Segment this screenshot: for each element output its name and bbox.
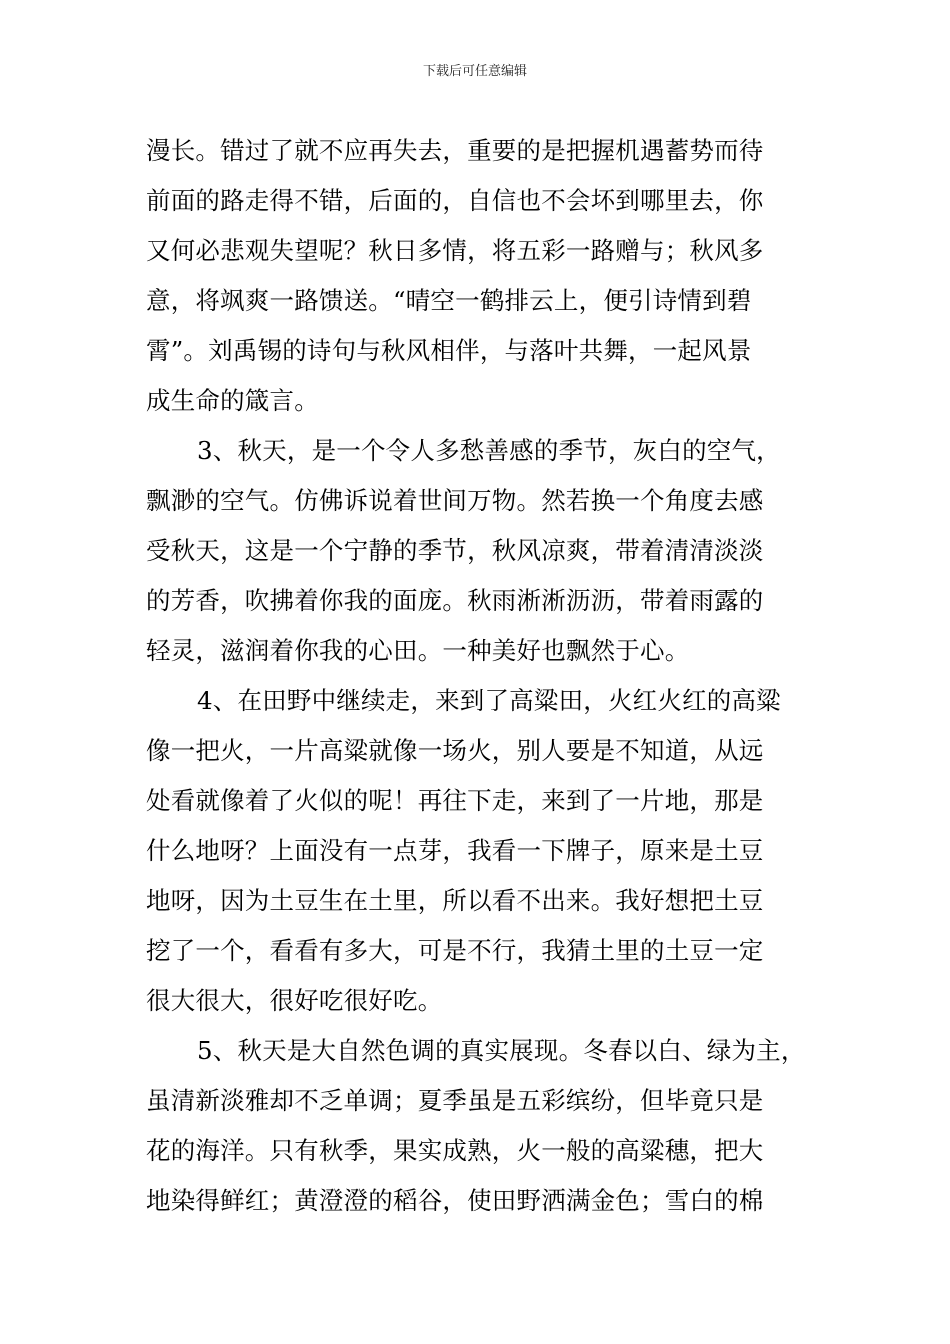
text-line: 3、秋天，是一个令人多愁善感的季节，灰白的空气， [197, 436, 781, 465]
text-line: 很大很大，很好吃很好吃。 [146, 986, 443, 1015]
text-line: 意，将飒爽一路馈送。“晴空一鹤排云上，便引诗情到碧 [146, 286, 752, 315]
text-line: 成生命的箴言。 [146, 386, 319, 415]
text-line: 漫长。错过了就不应再失去，重要的是把握机遇蓄势而待 [146, 136, 764, 165]
text-line: 飘渺的空气。仿佛诉说着世间万物。然若换一个角度去感 [146, 486, 764, 515]
text-line: 地染得鲜红；黄澄澄的稻谷，使田野洒满金色；雪白的棉 [146, 1186, 764, 1215]
paragraph-5 [146, 1026, 826, 1226]
text-line: 5、秋天是大自然色调的真实展现。冬春以白、绿为主， [197, 1036, 806, 1065]
text-line: 虽清新淡雅却不乏单调；夏季虽是五彩缤纷，但毕竟只是 [146, 1086, 764, 1115]
text-line: 轻灵，滋润着你我的心田。一种美好也飘然于心。 [146, 636, 690, 665]
text-line: 4、在田野中继续走，来到了高粱田，火红火红的高粱 [197, 686, 781, 715]
document-body [146, 126, 826, 1226]
text-line: 像一把火，一片高粱就像一场火，别人要是不知道，从远 [146, 736, 764, 765]
text-line: 什么地呀？上面没有一点芽，我看一下牌子，原来是土豆 [146, 836, 764, 865]
text-line: 处看就像着了火似的呢！再往下走，来到了一片地，那是 [146, 786, 764, 815]
text-line: 又何必悲观失望呢？秋日多情，将五彩一路赠与；秋风多 [146, 236, 764, 265]
paragraph-3 [146, 426, 826, 676]
text-line: 地呀，因为土豆生在土里，所以看不出来。我好想把土豆 [146, 886, 764, 915]
text-line: 花的海洋。只有秋季，果实成熟，火一般的高粱穗，把大 [146, 1136, 764, 1165]
paragraph-continuation [146, 126, 826, 426]
text-line: 受秋天，这是一个宁静的季节，秋风凉爽，带着清清淡淡 [146, 536, 764, 565]
text-line: 霄”。刘禹锡的诗句与秋风相伴，与落叶共舞，一起风景 [146, 336, 752, 365]
text-line: 的芳香，吹拂着你我的面庞。秋雨淅淅沥沥，带着雨露的 [146, 586, 764, 615]
paragraph-4 [146, 676, 826, 1026]
text-line: 前面的路走得不错，后面的，自信也不会坏到哪里去，你 [146, 186, 764, 215]
page-header: 下载后可任意编辑 [422, 64, 527, 79]
text-line: 挖了一个，看看有多大，可是不行，我猜土里的土豆一定 [146, 936, 764, 965]
